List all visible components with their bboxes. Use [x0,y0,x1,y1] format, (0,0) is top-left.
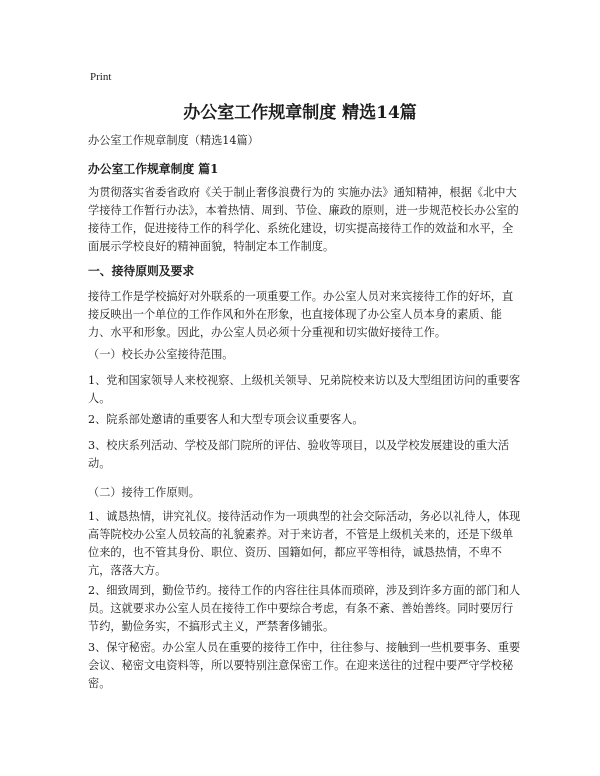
document-subtitle: 办公室工作规章制度（精选14篇） [88,134,259,147]
scope-item-3: 3、校庆系列活动、学校及部门院所的评估、验收等项目，以及学校发展建设的重大活动。 [88,439,510,470]
scope-item-1: 1、党和国家领导人来校视察、上级机关领导、兄弟院校来访以及大型组团访问的重要客人。 [88,374,521,405]
principle-heading: （二）接待工作原则。 [88,486,200,499]
section-title: 办公室工作规章制度 篇1 [88,162,219,176]
principle-item-3: 3、保守秘密。办公室人员在重要的接待工作中，往往参与、接触到一些机要事务、重要会议、秘密文电资料等，所以要特别注意保密工作。在迎来送往的过程中要严守学校秘密。 [88,641,521,690]
print-link[interactable]: Print [90,71,112,83]
heading-principles: 一、接待原则及要求 [88,264,195,278]
scope-heading: （一）校长办公室接待范围。 [88,348,234,361]
page-title: 办公室工作规章制度 精选14篇 [183,103,417,123]
intro-paragraph: 为贯彻落实省委省政府《关于制止奢侈浪费行为的 实施办法》通知精神，根据《北中大学接待工作暂行办法》，本着热情、周到、节俭、廉政的原则，进一步规范校长办公室的接待工作，促进接待工作的科学化、系统化建设，切实提高接待工作的效益和水平，全面展示学校良好的精神面貌，特制定本工作制度。 [88,186,519,253]
reception-paragraph: 接待工作是学校搞好对外联系的一项重要工作。办公室人员对来宾接待工作的好坏，直接反映出一个单位的工作作风和外在形象，也直接体现了办公室人员本身的素质、能力、水平和形象。因此，办公室人员必须十分重视和切实做好接待工作。 [88,290,514,339]
principle-item-2: 2、细致周到，勤俭节约。接待工作的内容往往具体而琐碎，涉及到许多方面的部门和人员。这就要求办公室人员在接待工作中要综合考虑，有条不紊、善始善终。同时要厉行节约，勤俭务实，不搞形式主义，严禁奢侈铺张。 [88,584,521,633]
scope-item-2: 2、院系部处邀请的重要客人和大型专项会议重要客人。 [88,413,364,426]
principle-item-1: 1、诚恳热情，讲究礼仪。接待活动作为一项典型的社会交际活动，务必以礼待人，体现高等院校办公室人员较高的礼貌素养。对于来访者，不管是上级机关来的，还是下级单位来的，也不管其身份、职位、资历、国籍如何，都应平等相待，诚恳热情，不卑不亢，落落大方。 [88,510,521,577]
